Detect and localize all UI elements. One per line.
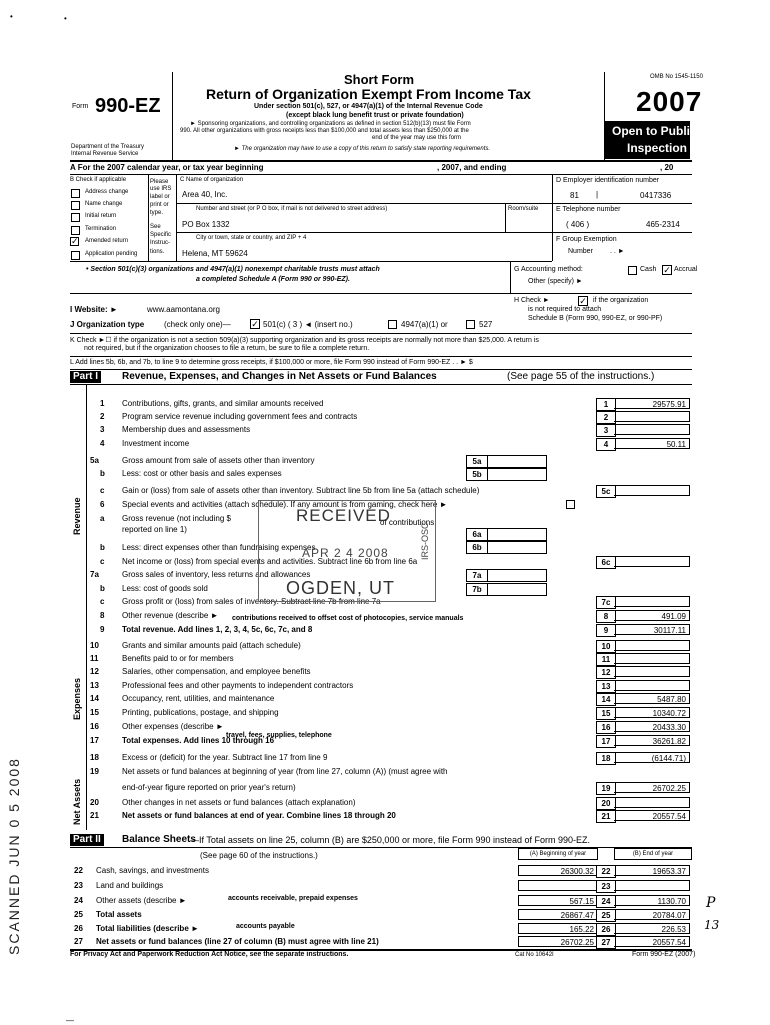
- phone-area-code[interactable]: ( 406 ): [566, 220, 590, 229]
- checkbox-name-change[interactable]: [71, 201, 80, 210]
- line-description: Gain or (loss) from sale of assets other than inventory. Subtract line 5b from line 5a (attach schedule): [122, 486, 480, 495]
- irs-label-4: print or: [150, 202, 169, 208]
- irs-label-8: Instruc-: [150, 240, 171, 246]
- line-description: Salaries, other compensation, and employee benefits: [122, 667, 311, 676]
- line-number: b: [100, 543, 105, 552]
- line-box: 12: [596, 666, 616, 679]
- label-application-pending: Application pending: [85, 251, 138, 257]
- stamp-received: RECEIVED: [296, 506, 391, 525]
- under-section: Under section 501(c), 527, or 4947(a)(1) of the Internal Revenue Code: [254, 103, 483, 110]
- line-amount[interactable]: 20557.54: [614, 810, 690, 821]
- line-amount[interactable]: 30117.11: [614, 624, 690, 635]
- line-box: 16: [596, 721, 616, 734]
- inner-amount-7b[interactable]: [487, 583, 547, 596]
- label-address-change: Address change: [85, 189, 129, 195]
- line-number: 2: [100, 412, 105, 421]
- rule: [510, 261, 511, 293]
- rule: [552, 174, 553, 261]
- rule: [70, 333, 692, 334]
- inner-box-5a: 5a: [466, 455, 488, 468]
- line-l: L Add lines 5b, 6b, and 7b, to line 9 to determine gross receipts, if $100,000 or more, file Form 990 instead of Form 990-EZ . . ► $: [70, 359, 473, 366]
- line-box: 1: [596, 398, 616, 411]
- part-2-see: (See page 60 of the instructions.): [200, 851, 318, 860]
- except-black-lung: (except black lung benefit trust or private foundation): [286, 112, 464, 119]
- stamp-city: OGDEN, UT: [286, 578, 396, 598]
- inner-box-7a: 7a: [466, 569, 488, 582]
- tax-year: 2007: [636, 86, 703, 117]
- org-type-4947: 4947(a)(1) or: [401, 320, 448, 329]
- inner-amount-5b[interactable]: [487, 468, 547, 481]
- line-description: Total assets: [96, 910, 142, 919]
- line-number: b: [100, 469, 105, 478]
- privacy-notice: For Privacy Act and Paperwork Reduction Act Notice, see the separate instructions.: [70, 951, 349, 958]
- checkbox-cash[interactable]: [628, 266, 637, 275]
- line-amount[interactable]: [614, 640, 690, 651]
- rule: [505, 203, 506, 232]
- line-box: 11: [596, 653, 616, 666]
- line-number: c: [100, 486, 105, 495]
- ein-suffix[interactable]: 0417336: [640, 191, 672, 200]
- street-address[interactable]: PO Box 1332: [182, 220, 230, 229]
- line-description: Professional fees and other payments to independent contractors: [122, 681, 354, 690]
- line-box: 25: [596, 909, 616, 922]
- beginning-of-year-amount[interactable]: [518, 880, 596, 891]
- line-number: 24: [74, 896, 83, 905]
- irs-label-9: tions.: [150, 249, 165, 255]
- line-box: 7c: [596, 596, 616, 609]
- checkbox-termination[interactable]: [71, 226, 80, 235]
- line-amount[interactable]: (6144.71): [614, 752, 690, 763]
- line-amount[interactable]: 20433.30: [614, 721, 690, 732]
- line-8-description[interactable]: contributions received to offset cost of photocopies, service manuals: [232, 615, 464, 622]
- inner-amount-6b[interactable]: [487, 541, 547, 554]
- line-box: 6c: [596, 556, 616, 569]
- label-cash: Cash: [640, 266, 657, 273]
- short-form-label: Short Form: [344, 72, 415, 87]
- side-label-revenue: Revenue: [72, 497, 82, 535]
- city-label: City or town, state or country, and ZIP + 4: [196, 235, 307, 241]
- label-name-change: Name change: [85, 201, 123, 207]
- rule: [176, 203, 552, 204]
- line-box: 24: [596, 895, 616, 908]
- inner-box-6a: 6a: [466, 528, 488, 541]
- line-description: Contributions, gifts, grants, and similar amounts received: [122, 399, 324, 408]
- line-description: Total revenue. Add lines 1, 2, 3, 4, 5c, 6c, 7c, and 8: [122, 625, 313, 634]
- line-number: 26: [74, 924, 83, 933]
- org-name-label: C Name of organization: [180, 177, 244, 183]
- rule: [148, 174, 149, 261]
- line-26-description[interactable]: accounts payable: [236, 923, 295, 930]
- sponsoring-line-2: 990. All other organizations with gross receipts less than $100,000 and total assets less than $250,000 at the: [180, 128, 469, 134]
- checkbox-amended-return[interactable]: ✓: [71, 236, 79, 246]
- line-box: 20: [596, 797, 616, 810]
- arrow-icon: . . ►: [610, 248, 625, 255]
- line-number: 11: [90, 654, 99, 663]
- stamp-code: IRS-OSC: [420, 522, 430, 560]
- group-exemption-number-label: Number: [568, 248, 593, 255]
- of-contributions: of contributions: [380, 518, 435, 527]
- part-2-subtitle: —If Total assets on line 25, column (B) are $250,000 or more, file Form 990 instead of Form 990-EZ.: [190, 835, 591, 845]
- part-1-see: (See page 55 of the instructions.): [507, 371, 655, 382]
- line-description: Land and buildings: [96, 881, 164, 890]
- line-description: Benefits paid to or for members: [122, 654, 234, 663]
- checkbox-schedule-b[interactable]: ✓: [579, 296, 587, 306]
- line-box: 22: [596, 865, 616, 878]
- phone-number[interactable]: 465-2314: [646, 220, 680, 229]
- line-description: Gross sales of inventory, less returns and allowances: [122, 570, 311, 579]
- rule: [552, 203, 692, 204]
- line-amount[interactable]: [614, 556, 690, 567]
- line-box: 17: [596, 735, 616, 748]
- line-description: Gross amount from sale of assets other than inventory: [122, 456, 315, 465]
- ein-separator: |: [596, 190, 599, 199]
- side-label-expenses: Expenses: [72, 677, 82, 720]
- line-description: reported on line 1): [122, 525, 187, 534]
- org-type-label: J Organization type: [70, 320, 145, 329]
- rule: [176, 174, 177, 261]
- sponsoring-line-1: ► Sponsoring organizations, and controlling organizations as defined in section 512(b)(13) must file Form: [190, 121, 471, 127]
- line-number: 15: [90, 708, 99, 717]
- rule: [70, 160, 692, 162]
- scanned-stamp: SCANNED JUN 0 5 2008: [6, 757, 22, 955]
- header-divider-left: [172, 72, 173, 160]
- line-description: Occupancy, rent, utilities, and maintenance: [122, 694, 275, 703]
- line-box: 3: [596, 424, 616, 437]
- telephone-label: E Telephone number: [556, 206, 621, 213]
- checkbox-gaming[interactable]: [566, 500, 575, 509]
- rule: [70, 369, 692, 370]
- line-number: 20: [90, 798, 99, 807]
- cat-number: Cat No 10642I: [515, 952, 554, 958]
- box-h-line2: is not required to attach: [528, 306, 602, 313]
- beginning-of-year-amount[interactable]: 26702.25: [518, 936, 596, 947]
- city-state-zip[interactable]: Helena, MT 59624: [182, 249, 248, 258]
- org-name[interactable]: Area 40, Inc.: [182, 190, 228, 199]
- box-h-line1b: if the organization: [593, 297, 649, 304]
- ein-label: D Employer identification number: [556, 177, 660, 184]
- line-number: c: [100, 597, 105, 606]
- line-a-and-ending: , 2007, and ending: [437, 163, 507, 172]
- line-number: 14: [90, 694, 99, 703]
- form-title: Return of Organization Exempt From Income Tax: [206, 86, 531, 102]
- line-number: 22: [74, 866, 83, 875]
- line-box: 23: [596, 880, 616, 893]
- beginning-of-year-amount[interactable]: 567.15: [518, 895, 596, 906]
- beginning-of-year-amount[interactable]: 165.22: [518, 923, 596, 934]
- line-number: 27: [74, 937, 83, 946]
- line-description: Special events and activities (attach schedule). If any amount is from gaming, check here ►: [122, 500, 448, 509]
- line-number: 17: [90, 736, 99, 745]
- end-of-year-amount[interactable]: 20557.54: [614, 936, 690, 947]
- form-footer: Form 990-EZ (2007): [632, 951, 696, 958]
- line-box: 27: [596, 936, 616, 949]
- irs-label-6: See: [150, 224, 161, 230]
- section-501c3-note-1: • Section 501(c)(3) organizations and 4947(a)(1) nonexempt charitable trusts must attach: [86, 266, 380, 273]
- end-of-year-amount[interactable]: 226.53: [614, 923, 690, 934]
- checkbox-address-change[interactable]: [71, 189, 80, 198]
- rule: [552, 232, 692, 233]
- line-description: end-of-year figure reported on prior year's return): [122, 783, 296, 792]
- checkbox-501c[interactable]: ✓: [251, 319, 259, 329]
- inner-amount-6a[interactable]: [487, 528, 547, 541]
- org-type-check-only: (check only one)—: [164, 320, 231, 329]
- line-box: 19: [596, 782, 616, 795]
- inner-amount-5a[interactable]: [487, 455, 547, 468]
- line-number: 13: [90, 681, 99, 690]
- rule: [70, 847, 692, 848]
- line-description: Grants and similar amounts paid (attach schedule): [122, 641, 301, 650]
- ein-prefix[interactable]: 81: [570, 191, 579, 200]
- line-description: Net income or (loss) from special events and activities. Subtract line 6b from line 6a: [122, 557, 418, 566]
- line-number: 3: [100, 425, 105, 434]
- irs-label-2: use IRS: [150, 186, 172, 192]
- line-amount[interactable]: [614, 411, 690, 422]
- line-number: 25: [74, 910, 83, 919]
- line-number: 23: [74, 881, 83, 890]
- omb-number: OMB No 1545-1150: [650, 74, 703, 80]
- form-number: 990-EZ: [95, 95, 161, 117]
- line-description: Program service revenue including government fees and contracts: [122, 412, 358, 421]
- rule: [70, 384, 692, 385]
- website-value[interactable]: www.aamontana.org: [147, 305, 220, 314]
- line-box: 9: [596, 624, 616, 637]
- line-k-1: K Check ►☐ if the organization is not a section 509(a)(3) supporting organization and its gross receipts are normally not more than $25,000. A return is: [70, 337, 539, 344]
- line-a-20: , 20: [660, 163, 674, 172]
- scan-mark: •: [10, 12, 13, 21]
- irs-label-3: label or: [150, 194, 170, 200]
- line-amount[interactable]: [614, 485, 690, 496]
- line-amount[interactable]: 26702.25: [614, 782, 690, 793]
- end-of-year-amount[interactable]: 20784.07: [614, 909, 690, 920]
- rule: [70, 356, 692, 357]
- line-description: Investment income: [122, 439, 190, 448]
- section-501c3-note-2: a completed Schedule A (Form 990 or 990-EZ).: [196, 276, 350, 283]
- box-h-line3: Schedule B (Form 990, 990-EZ, or 990-PF): [528, 315, 663, 322]
- line-amount[interactable]: 491.09: [614, 610, 690, 621]
- line-description: Membership dues and assessments: [122, 425, 251, 434]
- line-box: 21: [596, 810, 616, 823]
- line-amount[interactable]: 50.11: [614, 438, 690, 449]
- line-description: Net assets or fund balances (line 27 of column (B) must agree with line 21): [96, 937, 379, 946]
- state-reporting: ► The organization may have to use a copy of this return to satisfy state reporting requirements.: [234, 146, 491, 152]
- line-number: 21: [90, 811, 99, 820]
- line-description: Other assets (describe ►: [96, 896, 187, 905]
- part-2-title: Balance Sheets: [122, 834, 196, 845]
- dept-line-1: Department of the Treasury: [71, 144, 145, 150]
- website-label: I Website: ►: [70, 305, 118, 314]
- line-number: b: [100, 584, 105, 593]
- end-of-year-amount[interactable]: 19653.37: [614, 865, 690, 876]
- line-box: 15: [596, 707, 616, 720]
- checkbox-initial-return[interactable]: [71, 213, 80, 222]
- line-amount[interactable]: [614, 424, 690, 435]
- org-type-527: 527: [479, 320, 493, 329]
- irs-label-7: Specific: [150, 232, 172, 238]
- line-box: 4: [596, 438, 616, 451]
- inner-amount-7a[interactable]: [487, 569, 547, 582]
- beginning-of-year-amount[interactable]: 26300.32: [518, 865, 596, 876]
- line-number: 16: [90, 722, 99, 731]
- line-box: 26: [596, 923, 616, 936]
- line-description: Excess or (deficit) for the year. Subtract line 17 from line 9: [122, 753, 328, 762]
- line-box: 13: [596, 680, 616, 693]
- inspection: Inspection: [627, 141, 688, 155]
- bottom-mark: —: [66, 1016, 74, 1025]
- line-description: Other changes in net assets or fund balances (attach explanation): [122, 798, 356, 807]
- end-of-year-amount[interactable]: [614, 880, 690, 891]
- label-accrual: Accrual: [674, 266, 698, 273]
- line-24-description[interactable]: accounts receivable, prepaid expenses: [228, 895, 358, 902]
- line-number: 7a: [90, 570, 99, 579]
- label-termination: Termination: [85, 226, 117, 232]
- other-accounting-method: Other (specify) ►: [528, 278, 583, 285]
- checkbox-accrual[interactable]: ✓: [663, 265, 671, 275]
- line-description: Printing, publications, postage, and shipping: [122, 708, 279, 717]
- line-box: 5c: [596, 485, 616, 498]
- line-description: Less: direct expenses other than fundraising expenses: [122, 543, 316, 552]
- line-amount[interactable]: [614, 680, 690, 691]
- end-of-year-amount[interactable]: 1130.70: [614, 895, 690, 906]
- org-type-501c: 501(c) ( 3 ) ◄ (insert no.): [263, 320, 353, 329]
- col-b-header: (B) End of year: [614, 848, 692, 860]
- part-1-label: Part I: [70, 371, 101, 383]
- sponsoring-line-3: end of the year may use this form: [372, 135, 462, 141]
- line-amount[interactable]: [614, 653, 690, 664]
- line-16-description[interactable]: travel, fees, supplies, telephone: [226, 732, 332, 739]
- line-number: 1: [100, 399, 105, 408]
- line-description: Less: cost of goods sold: [122, 584, 208, 593]
- line-box: 8: [596, 610, 616, 623]
- line-number: 12: [90, 667, 99, 676]
- line-k-2: not required, but if the organization chooses to file a return, be sure to file a complete return.: [84, 345, 370, 352]
- line-number: 8: [100, 611, 105, 620]
- line-amount[interactable]: [614, 666, 690, 677]
- beginning-of-year-amount[interactable]: 26867.47: [518, 909, 596, 920]
- part-1-title: Revenue, Expenses, and Changes in Net Assets or Fund Balances: [122, 371, 437, 382]
- line-number: 6: [100, 500, 105, 509]
- line-amount[interactable]: 5487.80: [614, 693, 690, 704]
- irs-label-1: Please: [150, 179, 169, 185]
- line-amount[interactable]: 10340.72: [614, 707, 690, 718]
- line-description: Total expenses. Add lines 10 through 16: [122, 736, 275, 745]
- line-description: Less: cost or other basis and sales expenses: [122, 469, 282, 478]
- open-to-public: Open to Public: [612, 124, 697, 138]
- checkbox-application-pending[interactable]: [71, 251, 80, 260]
- line-description: Total liabilities (describe ►: [96, 924, 199, 933]
- dept-line-2: Internal Revenue Service: [71, 151, 139, 157]
- line-number: 10: [90, 641, 99, 650]
- checkbox-527[interactable]: [466, 320, 475, 329]
- inner-box-7b: 7b: [466, 583, 488, 596]
- margin-note-1: P: [706, 895, 716, 911]
- line-description: Other expenses (describe ►: [122, 722, 224, 731]
- line-number: 4: [100, 439, 105, 448]
- inner-box-6b: 6b: [466, 541, 488, 554]
- checkbox-4947[interactable]: [388, 320, 397, 329]
- line-box: 18: [596, 752, 616, 765]
- line-number: 5a: [90, 456, 99, 465]
- line-amount[interactable]: 29575.91: [614, 398, 690, 409]
- line-box: 2: [596, 411, 616, 424]
- line-description: Gross profit or (loss) from sales of inventory. Subtract line 7b from line 7a: [122, 597, 381, 606]
- line-box: 14: [596, 693, 616, 706]
- line-amount[interactable]: 36261.82: [614, 735, 690, 746]
- part-2-label: Part II: [70, 834, 104, 846]
- col-a-header: (A) Beginning of year: [518, 848, 598, 860]
- irs-label-5: type.: [150, 210, 164, 216]
- rule: [70, 293, 692, 294]
- rule: [176, 232, 552, 233]
- line-description: Other revenue (describe ►: [122, 611, 219, 620]
- line-amount[interactable]: [614, 596, 690, 607]
- stamp-date: APR 2 4 2008: [302, 546, 389, 560]
- line-number: a: [100, 514, 105, 523]
- line-number: 18: [90, 753, 99, 762]
- rule: [70, 261, 552, 262]
- margin-note-2: 13: [704, 918, 720, 932]
- line-number: 9: [100, 625, 105, 634]
- line-number: c: [100, 557, 105, 566]
- accounting-method-label: G Accounting method:: [514, 266, 583, 273]
- street-label: Number and street (or P O box, if mail is not delivered to street address): [196, 206, 388, 212]
- line-box: 10: [596, 640, 616, 653]
- side-label-net-assets: Net Assets: [72, 778, 82, 825]
- scan-mark: •: [64, 14, 67, 23]
- line-amount[interactable]: [614, 797, 690, 808]
- line-description: Gross revenue (not including $: [122, 514, 231, 523]
- line-description: Cash, savings, and investments: [96, 866, 209, 875]
- line-number: 19: [90, 767, 99, 776]
- group-exemption-label: F Group Exemption: [556, 236, 617, 243]
- rule: [86, 384, 87, 830]
- line-a-label: A For the 2007 calendar year, or tax year beginning: [70, 163, 264, 172]
- line-description: Net assets or fund balances at end of year. Combine lines 18 through 20: [122, 811, 396, 820]
- label-amended-return: Amended return: [85, 238, 129, 244]
- rule: [70, 174, 692, 175]
- box-b-title: B Check if applicable: [70, 177, 127, 183]
- inner-box-5b: 5b: [466, 468, 488, 481]
- room-suite-label: Room/suite: [508, 206, 539, 212]
- label-initial-return: Initial return: [85, 213, 117, 219]
- line-description: Net assets or fund balances at beginning of year (from line 27, column (A)) (must agree with: [122, 767, 448, 776]
- box-h-check: H Check ►: [514, 297, 550, 304]
- form-prefix: Form: [72, 103, 89, 110]
